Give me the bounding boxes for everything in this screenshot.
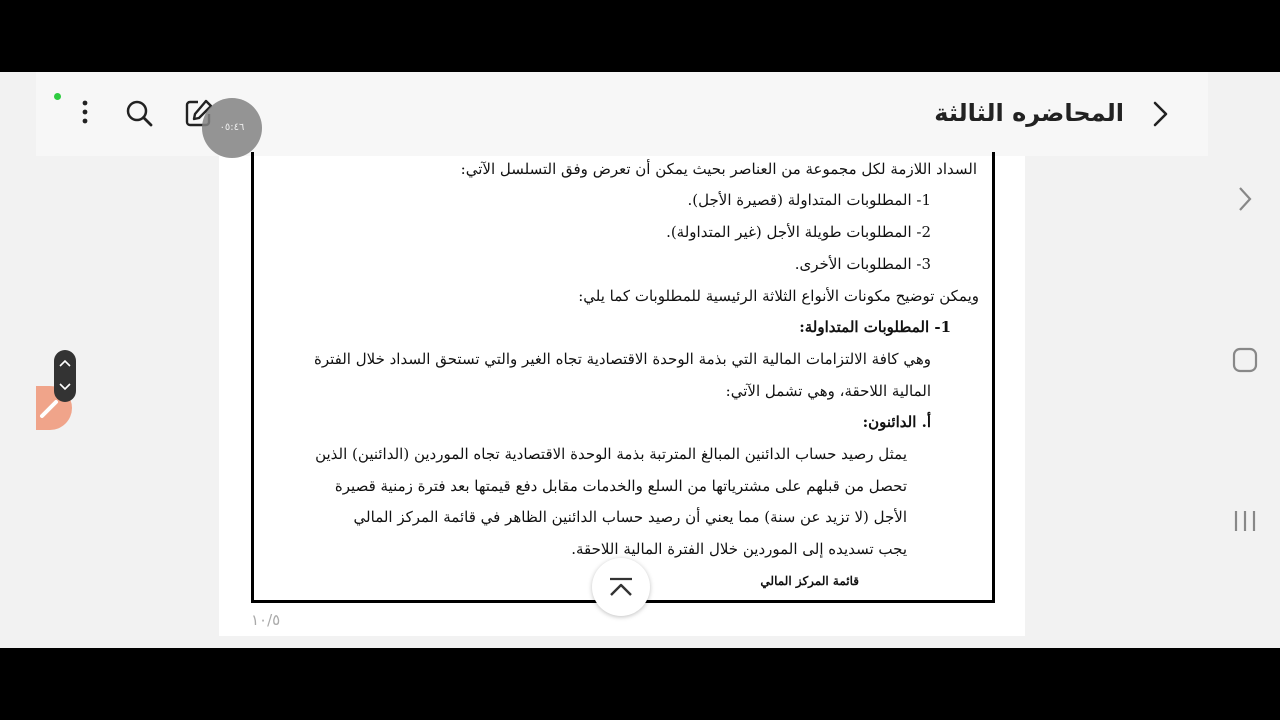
doc-line: تحصل من قبلهم على مشترياتها من السلع والخدمات مقابل دفع قيمتها بعد فترة زمنية قصيرة xyxy=(334,477,907,495)
back-chevron-icon[interactable] xyxy=(1146,100,1174,128)
document-frame xyxy=(251,152,995,603)
status-dot xyxy=(54,93,61,100)
doc-line: ويمكن توضيح مكونات الأنواع الثلاثة الرئيسية للمطلوبات كما يلي: xyxy=(578,287,979,305)
doc-subheading: أ. الدائنون: xyxy=(862,413,931,431)
doc-heading: 1- المطلوبات المتداولة: xyxy=(799,318,951,336)
top-letterbox xyxy=(0,0,1280,72)
scroll-to-top-button[interactable] xyxy=(592,558,650,616)
chevron-right-icon[interactable] xyxy=(1236,186,1254,216)
more-vertical-icon[interactable] xyxy=(72,98,102,128)
doc-line: يمثل رصيد حساب الدائنين المبالغ المترتبة بذمة الوحدة الاقتصادية تجاه الموردين (الدائنين) الذين xyxy=(315,445,907,463)
timer-bubble[interactable]: ٠٥:٤٦ xyxy=(202,98,262,158)
doc-line: السداد اللازمة لكل مجموعة من العناصر بحيث يمكن أن تعرض وفق التسلسل الآتي: xyxy=(460,160,977,178)
doc-line: الأجل (لا تزيد عن سنة) مما يعني أن رصيد حساب الدائنين الظاهر في قائمة المركز المالي xyxy=(353,508,907,526)
doc-caption: قائمة المركز المالي xyxy=(760,574,859,588)
chevron-down-icon xyxy=(60,384,70,389)
doc-line: المالية اللاحقة، وهي تشمل الآتي: xyxy=(725,382,931,400)
doc-line: وهي كافة الالتزامات المالية التي بذمة الوحدة الاقتصادية تجاه الغير والتي تستحق السداد خلال الفترة xyxy=(313,350,931,368)
recent-apps-icon[interactable] xyxy=(1232,508,1258,538)
page-title: المحاضره الثالثة xyxy=(934,99,1124,127)
home-icon[interactable] xyxy=(1232,347,1258,377)
search-icon[interactable] xyxy=(124,98,154,128)
doc-list-item: 3- المطلوبات الأخرى. xyxy=(794,255,931,273)
scroll-up-icon xyxy=(592,558,650,616)
page-indicator: ١٠/٥ xyxy=(251,611,281,629)
chevron-up-icon xyxy=(60,361,70,366)
doc-list-item: 2- المطلوبات طويلة الأجل (غير المتداولة). xyxy=(666,223,931,241)
doc-list-item: 1- المطلوبات المتداولة (قصيرة الأجل). xyxy=(687,191,931,209)
doc-line: يجب تسديده إلى الموردين خلال الفترة المالية اللاحقة. xyxy=(571,540,907,558)
bottom-letterbox xyxy=(0,648,1280,720)
side-panel-toggle[interactable] xyxy=(54,350,76,402)
